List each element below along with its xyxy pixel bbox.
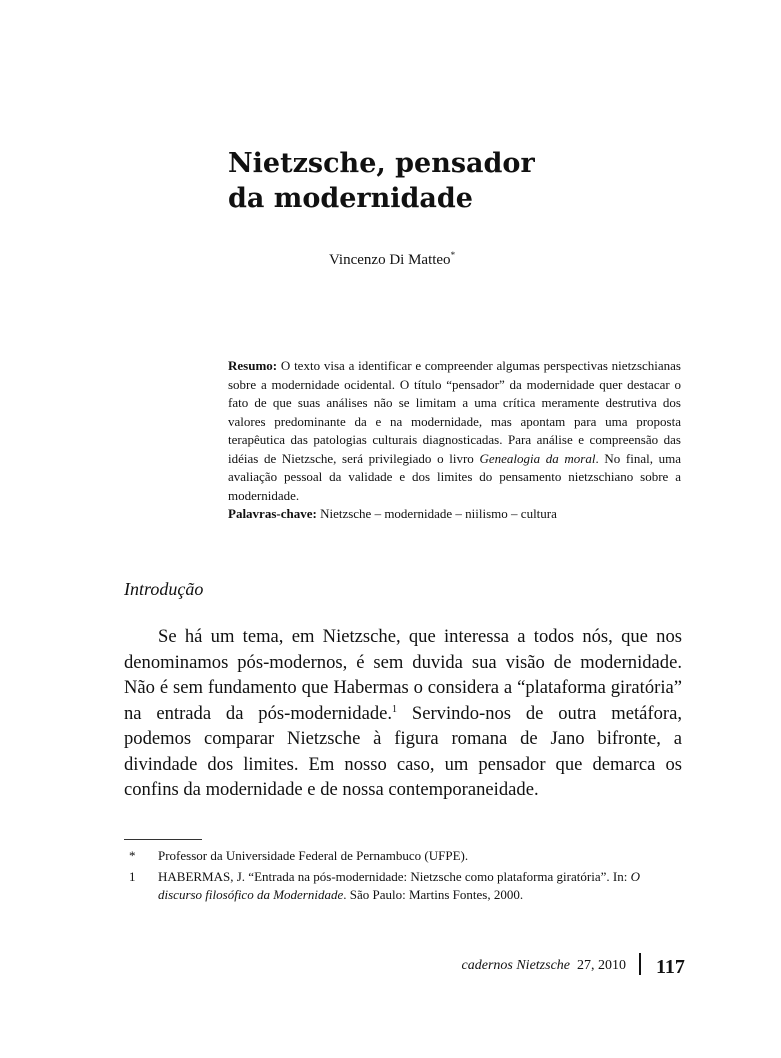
footnote-item [124,868,684,905]
footnote-divider [124,839,202,840]
keywords-paragraph [228,505,681,524]
footnote-text: Professor da Universidade Federal de Pernambuco (UFPE). [158,848,469,863]
abstract-text-a: O texto visa a identificar e compreender algumas perspectivas nietzschianas sobre a modernidade ocidental. O título “pensador” da modernidade quer destacar o fato de que suas análises não se limitam a uma crítica meramente destrutiva dos valores predominante da e na modernidade, mas apontam para uma proposta terapêutica das patologias culturais diagnosticadas. Para análise e compreensão das idéias de Nietzsche, será privilegiado o livro [228,358,681,466]
footnote-book-title: O discurso filosófico da Modernidade [158,868,640,902]
abstract-text-b: . No final, uma avaliação pessoal da validade e dos limites do pensamento nietzschiano sobre a modernidade. [228,450,681,503]
body-text [124,624,682,803]
author-line [329,250,455,269]
footnote-mark: * [129,848,136,863]
footnote-text-b: . São Paulo: Martins Fontes, 2000. [343,887,524,902]
footnote-mark: 1 [129,868,136,884]
abstract-paragraph [228,357,681,505]
author-name: Vincenzo Di Matteo [329,252,451,268]
abstract-block [228,357,681,524]
journal-name: cadernos Nietzsche [461,958,570,973]
footnotes [124,847,684,907]
author-footnote-mark: * [450,250,456,260]
footer-divider-bar [639,953,641,975]
body-part-1: Se há um tema, em Nietzsche, que interessa a todos nós, que nos denominamos pós-modernos, é sem duvida sua visão de modernidade. Não é sem fundamento que Habermas o considera a “plataforma giratória” na entrada da pós-modernidade. [124,626,682,724]
article-title [228,146,668,216]
running-footer [462,958,626,974]
footnote-item [124,847,684,866]
page-number: 117 [656,956,685,978]
body-part-2: Servindo-nos de outra metáfora, podemos comparar Nietzsche à figura romana de Jano bifronte, a divindade dos limites. Em nosso caso, um pensador que demarca os confins da modernidade e de nossa contemporaneidade. [124,702,682,800]
footnote-text [158,868,684,905]
section-title: Introdução [124,579,204,599]
title-line-2: da modernidade [228,183,473,214]
abstract-book-title: Genealogia da moral [479,450,596,466]
title-line-1: Nietzsche, pensador [228,148,535,179]
body-paragraph [124,624,682,803]
footnote-text-a: HABERMAS, J. “Entrada na pós-modernidade: Nietzsche como plataforma giratória”. In: [158,868,631,884]
keywords-text: Nietzsche – modernidade – niilismo – cultura [316,506,557,521]
journal-issue: 27, 2010 [577,958,626,973]
keywords-label: Palavras-chave: [228,506,317,521]
abstract-label: Resumo: [228,358,278,373]
footnote-ref-1: 1 [392,703,398,715]
